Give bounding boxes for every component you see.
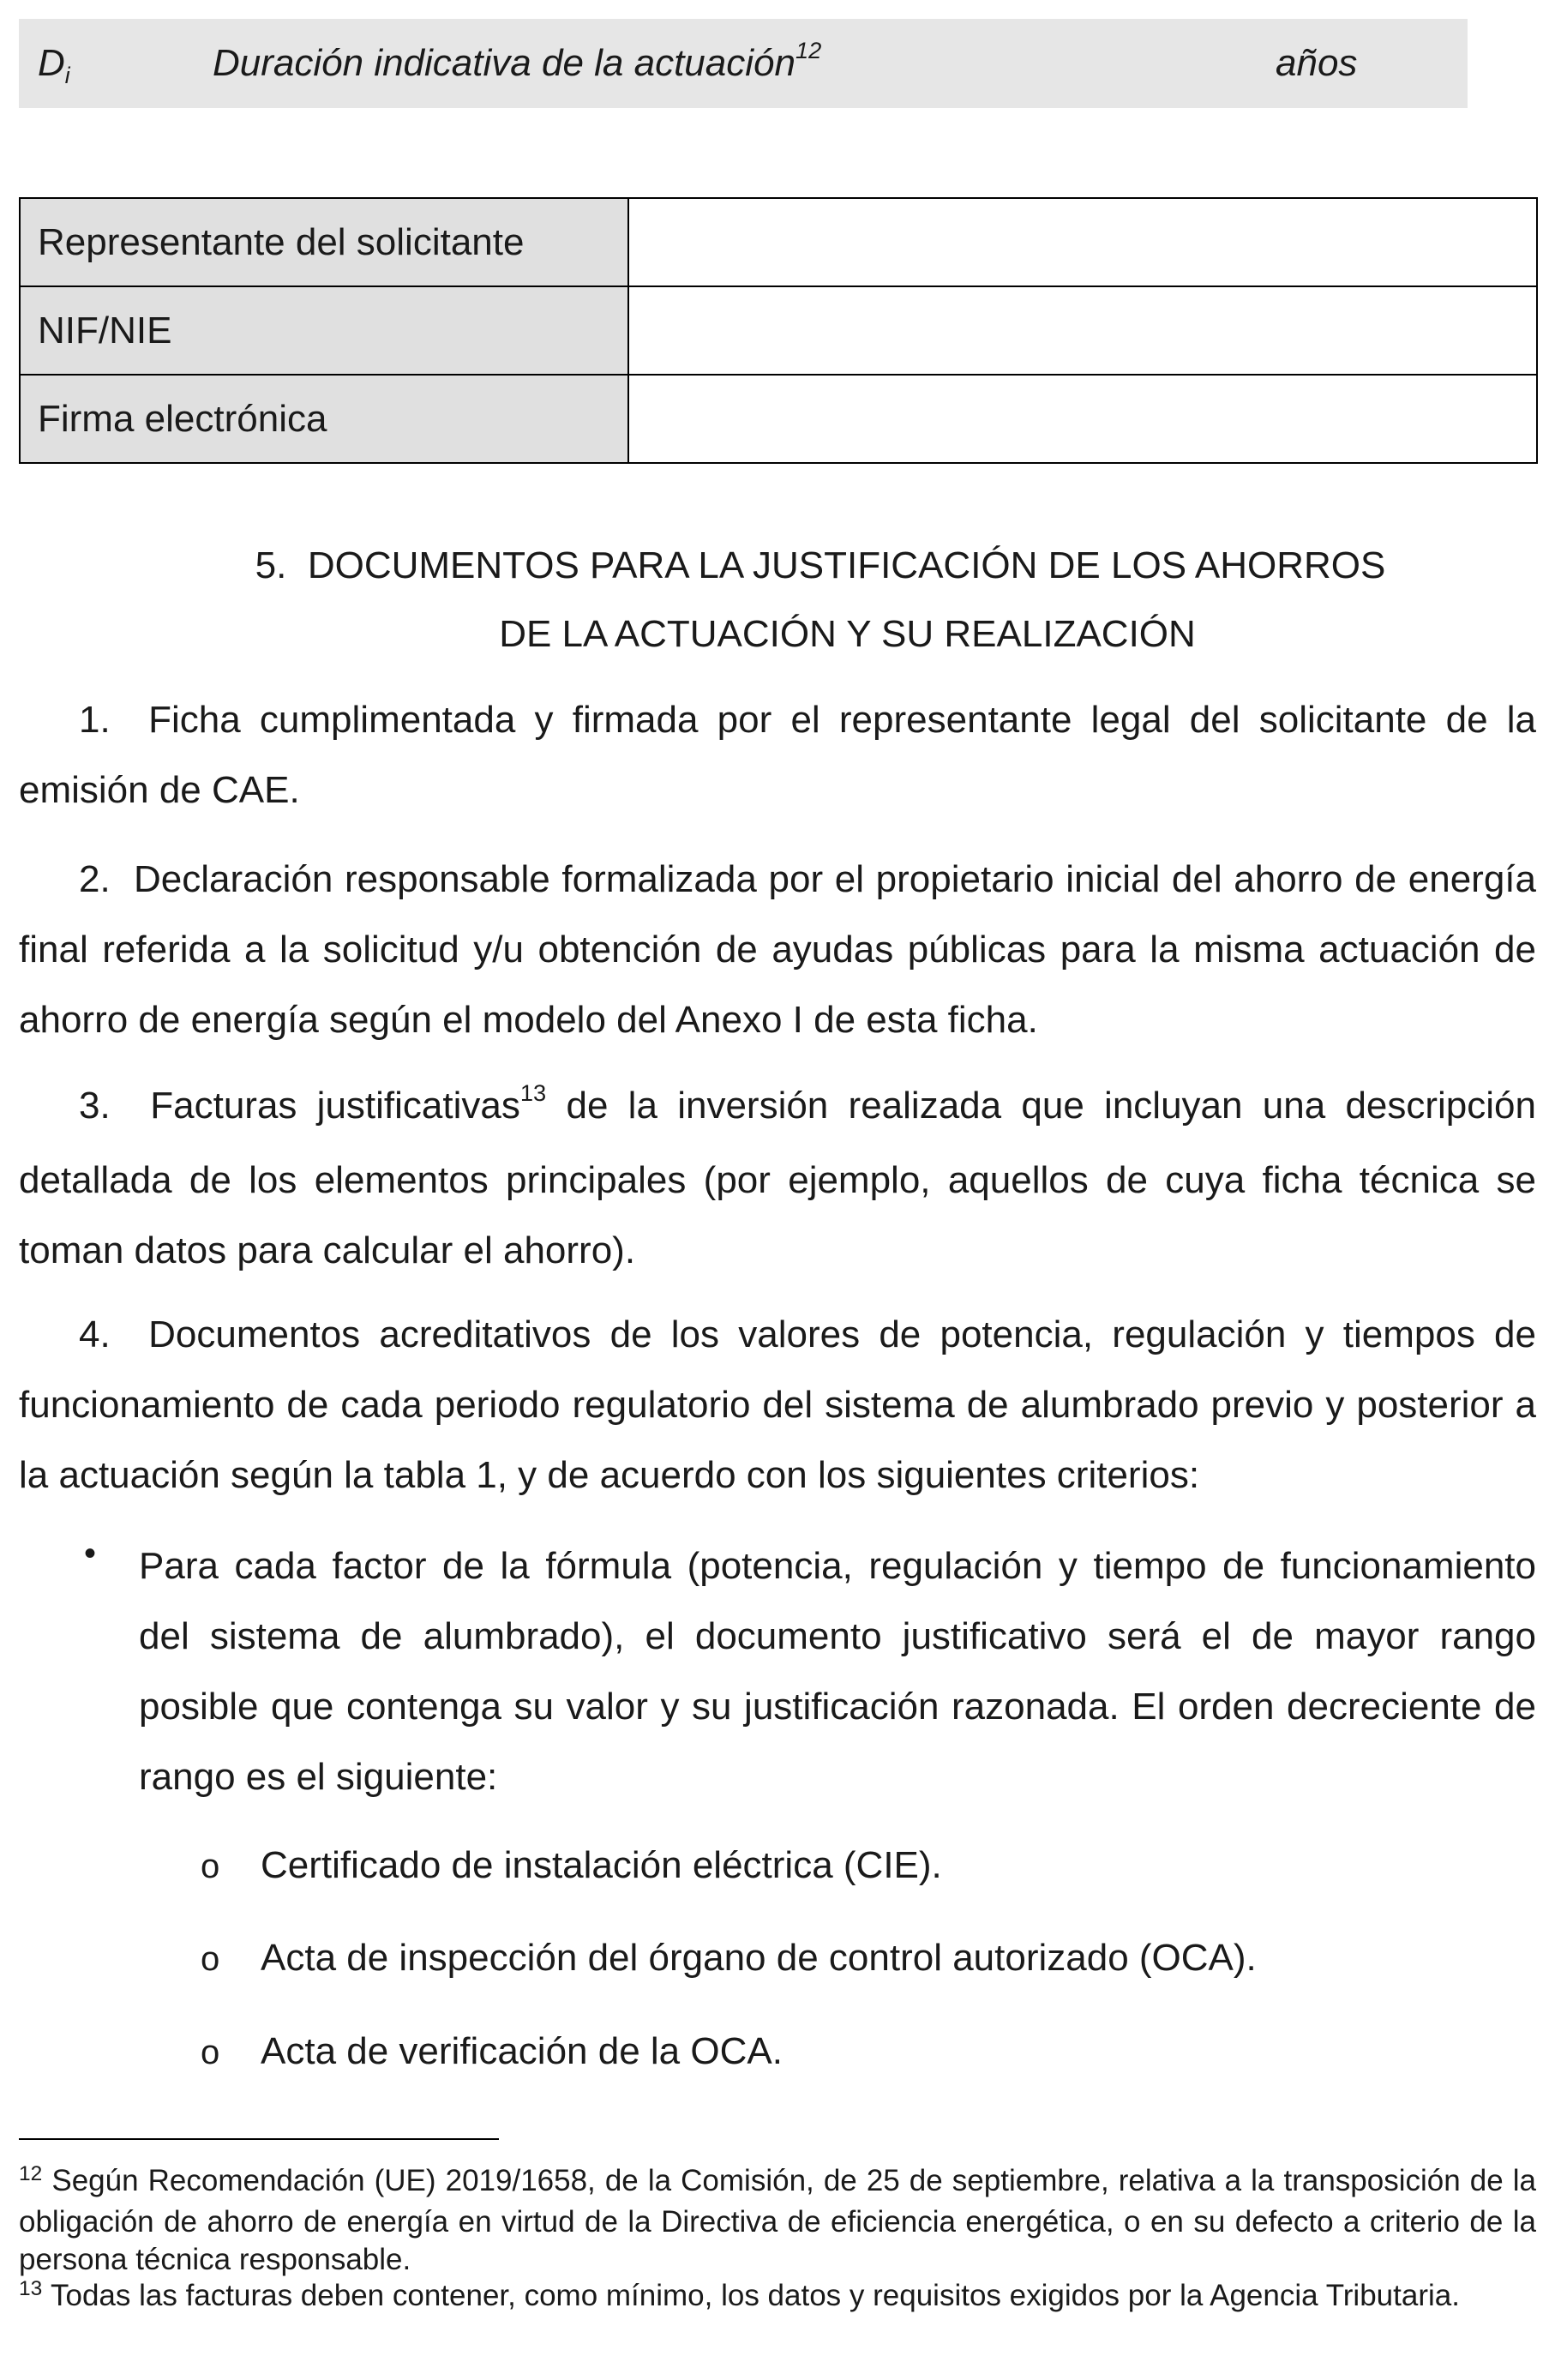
footnote-ref-12[interactable]: 12 [795,36,822,63]
bullet-icon: • [84,1535,97,1572]
item-text: Ficha cumplimentada y firmada por el representante legal del solicitante de la emisión de CAE. [19,699,1536,811]
nif-nie-label: NIF/NIE [20,286,628,375]
duration-row [19,19,1468,108]
table-row [20,375,1537,463]
footnote-number: 12 [19,2161,43,2185]
circle-bullet-icon: o [201,1940,220,1978]
footnote-text: Según Recomendación (UE) 2019/1658, de la Comisión, de 25 de septiembre, relativa a la transposición de la obligación de ahorro de energía en virtud de la Directiva de eficiencia energética, o en su defecto a criterio de la persona técnica responsable. [19,2164,1536,2276]
sub-item-text: Certificado de instalación eléctrica (CIE). [261,1844,942,1886]
item-number: 4. [79,1313,111,1355]
footnote-13 [19,2277,1536,2318]
footnote-text: Todas las facturas deben contener, como mínimo, los datos y requisitos exigidos por la Agencia Tributaria. [51,2279,1460,2312]
table-row [20,198,1537,286]
item-number: 2. [79,858,111,900]
item-text: Declaración responsable formalizada por el propietario inicial del ahorro de energía final referida a la solicitud y/u obtención de ayudas públicas para la misma actuación de ahorro de energía según el modelo del Anexo I de esta ficha. [19,858,1536,1041]
section-title-line2: DE LA ACTUACIÓN Y SU REALIZACIÓN [499,613,1196,655]
list-item [19,844,1536,1055]
footnote-separator [19,2138,499,2140]
nif-nie-value[interactable] [628,286,1537,375]
duration-symbol-subscript: i [64,63,70,89]
list-item [201,1932,1257,1985]
item-text-after: de la inversión realizada que incluyan una descripción detallada de los elementos principales (por ejemplo, aquellos de cuya ficha técnica se toman datos para calcular el ahorro). [19,1085,1536,1271]
bullet-text: Para cada factor de la fórmula (potencia, regulación y tiempo de funcionamiento del sistema de alumbrado), el documento justificativo será el de mayor rango posible que contenga su valor y su justificación razonada. El orden decreciente de rango es el siguiente: [139,1545,1536,1798]
representative-value[interactable] [628,198,1537,286]
electronic-signature-value[interactable] [628,375,1537,463]
electronic-signature-label: Firma electrónica [20,375,628,463]
sub-item-text: Acta de verificación de la OCA. [261,2030,783,2072]
circle-bullet-icon: o [201,1848,220,1885]
item-text: Documentos acreditativos de los valores de potencia, regulación y tiempos de funcionamiento de cada periodo regulatorio del sistema de alumbrado previo y posterior a la actuación según la tabla 1, y de acuerdo con los siguientes criterios: [19,1313,1536,1496]
duration-unit: años [1276,42,1358,84]
table-row [20,286,1537,375]
list-item [19,685,1536,826]
duration-symbol: $D_i$ [38,42,70,89]
item-number: 3. [79,1085,111,1127]
section-title-line1: DOCUMENTOS PARA LA JUSTIFICACIÓN DE LOS AHORROS [307,544,1386,586]
list-item [19,1071,1536,1286]
duration-label: Duración indicativa de la actuación$^{12}$ [213,36,822,84]
sub-item-text: Acta de inspección del órgano de control autorizado (OCA). [261,1937,1257,1979]
list-item [201,1840,942,1892]
section-number: 5. [255,544,287,586]
footnote-ref-13[interactable]: 13 [519,1079,547,1106]
list-item [201,2026,783,2078]
footnote-12 [19,2162,1536,2279]
footnote-number: 13 [19,2276,43,2300]
section-heading [0,532,1555,669]
circle-bullet-icon: o [201,2034,220,2071]
representative-label: Representante del solicitante [20,198,628,286]
item-number: 1. [79,699,111,741]
list-item [19,1300,1536,1511]
applicant-signature-table [19,197,1538,464]
item-text-before: Facturas justificativas [150,1085,520,1127]
